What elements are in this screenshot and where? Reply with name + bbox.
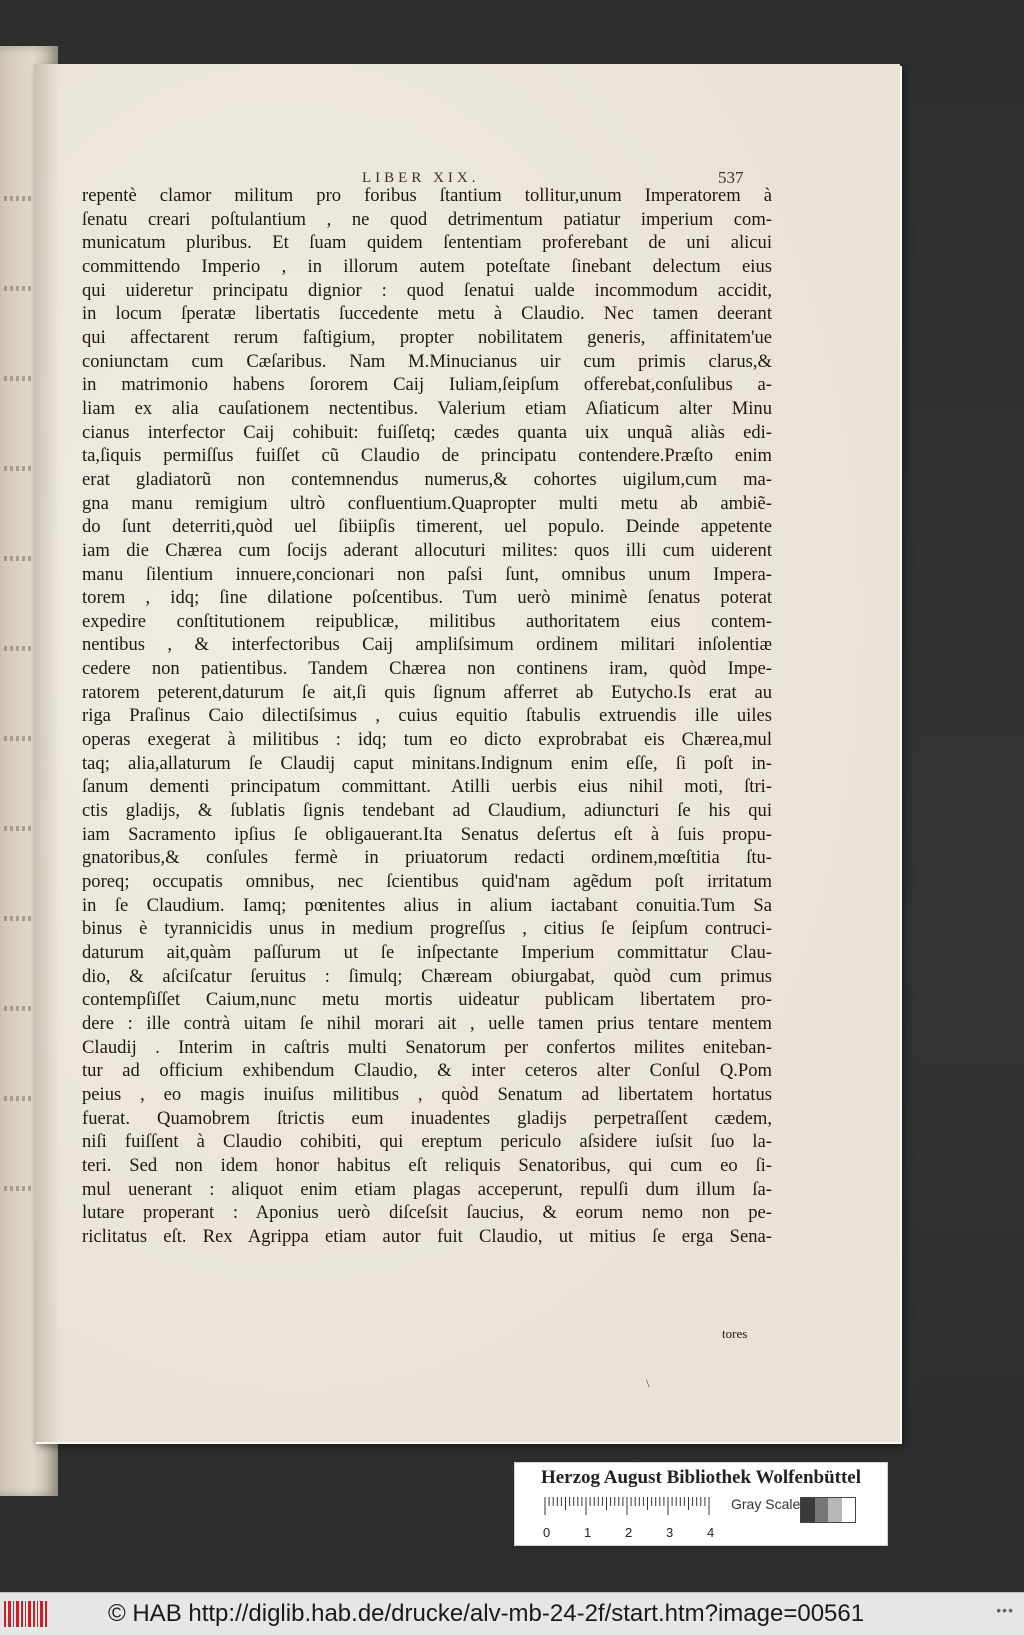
gray-swatch: [815, 1498, 829, 1522]
text-line: nentibus , & interfectoribus Caij ampliſsimum ordinem militari inſolentiæ: [82, 634, 772, 656]
text-line: tur ad officium exhibendum Claudio, & inter ceteros alter Conſul Q.Pom: [82, 1060, 772, 1082]
text-line: expedire conſtitutionem reipublicæ, militibus authoritatem eius contem-: [82, 610, 772, 632]
text-line: peius , eo magis inuiſus militibus , quòd Senatum ad libertatem hortatus: [82, 1083, 772, 1105]
text-line: gna manu remigium ultrò confluentium.Quapropter multi metu ab ambiẽ-: [82, 492, 772, 514]
barcode-icon: [4, 1599, 48, 1629]
text-line: ſanum dementi principatum committant. Atilli uerbis eius nihil moti, ſtri-: [82, 776, 772, 798]
more-menu-icon[interactable]: •••: [996, 1602, 1014, 1618]
text-line: dere : ille contrà uitam ſe nihil morari ait , uelle tamen prius tentare mentem: [82, 1012, 772, 1034]
text-line: cianus interfector Caij cohibuit: fuiſſetq; cædes quanta uix unquã aliàs edi-: [82, 421, 772, 443]
library-label: [514, 1462, 888, 1546]
text-line: erat gladiatorũ non contemnendus numerus,& cohortes uigilum,cum ma-: [82, 468, 772, 490]
text-line: do ſunt deterriti,quòd uel ſibiipſis timerent, uel populo. Deinde appetente: [82, 516, 772, 538]
catchword: tores: [722, 1326, 748, 1341]
ruler-number: 2: [625, 1525, 633, 1540]
text-line: iam die Chærea cum ſocijs aderant allocuturi milites: quos illi cum uiderent: [82, 539, 772, 561]
text-line: operas exegerat à militibus : idq; tum eo dicto exprobrabat eis Chærea,mul: [82, 729, 772, 751]
text-line: dio, & aſciſcatur ſeruitus : ſimulq; Chæream obiurgabat, quòd cum primus: [82, 965, 772, 987]
text-line: fuerat. Quamobrem ſtrictis eum inuadentes gladijs perpetraſſent cædem,: [82, 1107, 772, 1129]
gray-swatch: [828, 1498, 842, 1522]
text-line: daturum ait,quàm paſſurum ut ſe inſpectante Imperium committatur Clau-: [82, 942, 772, 963]
text-line: gnatoribus,& conſules fermè in priuatorum redacti ordinem,mœſtitia ſtu-: [82, 847, 772, 869]
text-line: taq; alia,allaturum ſe Claudij caput minitans.Indignum enim eſſe, ſi poſt in-: [82, 752, 772, 774]
text-line: in locum ſperatæ libertatis ſuccedente metu à Claudio. Nec tamen deerant: [82, 303, 772, 325]
text-line: torem , idq; ſine dilatione poſcentibus. Tum uerò minimè ſenatus poterat: [82, 587, 772, 609]
ruler-number: 4: [707, 1525, 715, 1540]
page-number: 537: [718, 168, 744, 187]
page-gutter-shadow: [34, 64, 60, 1442]
book-page: [34, 64, 900, 1442]
text-line: in matrimonio habens ſororem Caij Iuliam,ſeipſum offerebat,conſulibus a-: [82, 374, 772, 396]
running-head: LIBER XIX.: [362, 170, 480, 186]
text-line: ta,ſiquis permiſſus fuiſſet cũ Claudio de principatu contendere.Præſto enim: [82, 445, 772, 467]
ruler-number: 0: [543, 1525, 551, 1540]
text-line: poreq; occupatis omnibus, nec ſcientibus quid'nam agẽdum poſt irritatum: [82, 871, 772, 893]
library-name: Herzog August Bibliothek Wolfenbüttel: [540, 1467, 862, 1488]
text-line: ratorem peterent,daturum ſe ait,ſi quis ſignum afferret ab Eutycho.Is erat au: [82, 681, 772, 703]
text-line: contempſiſſet Caium,nunc metu mortis uideatur publicam libertatem pro-: [82, 989, 772, 1011]
text-line: lutare properant : Aponius uerò diſceſsit ſaucius, & eorum nemo non pe-: [82, 1202, 772, 1224]
ruler-number: 1: [584, 1525, 592, 1540]
text-line: ctis gladijs, & ſublatis ſignis tendebant ad Claudium, adiuncturi ſe his qui: [82, 800, 772, 822]
gray-swatch: [842, 1498, 856, 1522]
ruler-scale: [543, 1495, 723, 1541]
text-line: in ſe Claudium. Iamq; pœnitentes alius in alium iactabant conuitia.Tum Sa: [82, 894, 772, 916]
text-line: qui affectarent rerum faſtigium, propter nobilitatem generis, affinitatem'ue: [82, 326, 772, 348]
text-line: Claudij . Interim in caſtris multi Senatorum per confertos milites eniteban-: [82, 1036, 772, 1058]
source-credit-link[interactable]: © HAB http://diglib.hab.de/drucke/alv-mb-24-2f/start.htm?image=00561: [108, 1600, 865, 1627]
text-line: teri. Sed non idem honor habitus eſt reliquis Senatoribus, qui cum eo ſi-: [82, 1154, 772, 1176]
page-text: [82, 184, 772, 1249]
text-line: niſi fuiſſent à Claudio cohibiti, qui ereptum periculo aſsidere iuſsit ſuo la-: [82, 1131, 772, 1153]
gray-swatch: [801, 1498, 815, 1522]
text-line: ſenatu creari poſtulantium , ne quod detrimentum patiatur imperium com-: [82, 208, 772, 230]
text-line: riclitatus eſt. Rex Agrippa etiam autor fuit Claudio, ut mitius ſe erga Sena-: [82, 1225, 772, 1247]
gray-scale-swatches: [800, 1497, 856, 1523]
text-line: committendo Imperio , in illorum autem poteſtate ſinebant delectum eius: [82, 255, 772, 277]
text-line: iam Sacramento ipſius ſe obligauerant.Ita Senatus deſertus eſt à ſuis propu-: [82, 823, 772, 845]
text-line: qui uideretur principatu dignior : quod ſenatui ualde incommodum accidit,: [82, 279, 772, 301]
text-line: mul uenerant : aliquot enim etiam plagas acceperunt, repulſi dum illum ſa-: [82, 1178, 772, 1200]
gray-scale-label: Gray Scale: [731, 1496, 801, 1512]
ruler-number: 3: [666, 1525, 674, 1540]
text-line: riga Praſinus Caio dilectiſsimus , cuius equitio ſtabulis extruendis ille uiles: [82, 705, 772, 727]
text-line: liam ex alia cauſationem nectentibus. Valerium etiam Aſiaticum alter Minu: [82, 397, 772, 419]
text-line: municatum pluribus. Et ſuam quidem ſententiam proferebant de uni alicui: [82, 232, 772, 254]
stray-mark: \: [646, 1376, 650, 1390]
text-line: binus è tyrannicidis unus in medium progreſſus , citius ſe ſeipſum contruci-: [82, 918, 772, 940]
text-line: coniunctam cum Cæſaribus. Nam M.Minucianus uir cum primis clarus,&: [82, 350, 772, 372]
viewer-footer: [0, 1592, 1024, 1635]
text-line: manu ſilentium innuere,concionari non paſsi ſunt, omnibus unum Impera-: [82, 563, 772, 585]
text-line: cedere non patientibus. Tandem Chærea non continens iram, quòd Impe-: [82, 658, 772, 680]
text-line: repentè clamor militum pro foribus ſtantium tollitur,unum Imperatorem à: [82, 185, 772, 206]
